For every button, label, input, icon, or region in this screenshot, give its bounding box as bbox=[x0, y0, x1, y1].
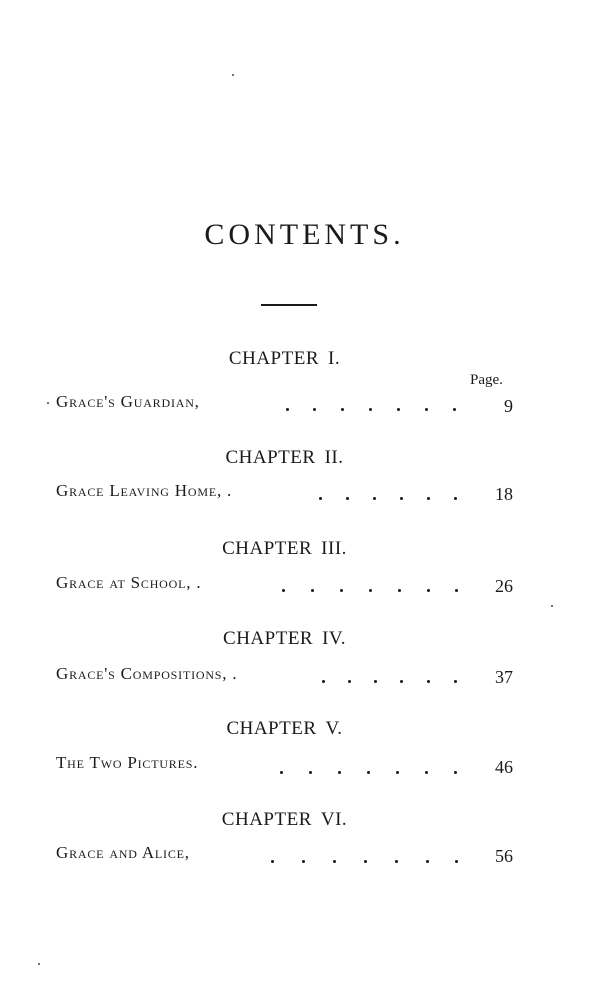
leader-dot bbox=[309, 771, 312, 774]
chapter-word: CHAPTER bbox=[223, 628, 314, 649]
leader-dot bbox=[322, 680, 325, 683]
leader-dot bbox=[427, 497, 430, 500]
paper-speck bbox=[38, 963, 40, 965]
leader-dot bbox=[454, 771, 457, 774]
leader-dot bbox=[280, 771, 283, 774]
leader-dot bbox=[369, 589, 372, 592]
leader-dot bbox=[348, 680, 351, 683]
leader-dot bbox=[396, 771, 399, 774]
leader-dot bbox=[346, 497, 349, 500]
chapter-heading bbox=[0, 348, 569, 370]
leader-dot bbox=[400, 497, 403, 500]
leader-dot bbox=[425, 408, 428, 411]
chapter-heading bbox=[0, 628, 569, 650]
entry-title[interactable]: Grace Leaving Home, . bbox=[56, 481, 233, 500]
chapter-heading bbox=[0, 538, 569, 560]
leader-dot bbox=[369, 408, 372, 411]
leader-dot bbox=[282, 589, 285, 592]
leader-dot bbox=[319, 497, 322, 500]
chapter-word: CHAPTER bbox=[221, 809, 312, 830]
chapter-numeral: IV. bbox=[322, 628, 346, 649]
chapter-heading bbox=[0, 447, 569, 469]
leader-dot bbox=[427, 680, 430, 683]
chapter-word: CHAPTER bbox=[225, 447, 316, 468]
leader-dot bbox=[302, 860, 305, 863]
entry-page-number: 26 bbox=[495, 576, 513, 596]
leader-dot bbox=[400, 680, 403, 683]
entry-title[interactable]: Grace and Alice, bbox=[56, 843, 190, 862]
paper-speck bbox=[47, 402, 49, 404]
chapter-word: CHAPTER bbox=[226, 718, 317, 739]
leader-dot bbox=[341, 408, 344, 411]
leader-dot bbox=[427, 589, 430, 592]
leader-dot bbox=[395, 860, 398, 863]
page-title: CONTENTS. bbox=[204, 218, 405, 251]
entry-title[interactable]: Grace's Guardian, bbox=[56, 392, 200, 411]
entry-title[interactable]: The Two Pictures. bbox=[56, 753, 199, 772]
leader-dot bbox=[367, 771, 370, 774]
entry-title[interactable]: Grace at School, . bbox=[56, 573, 202, 592]
paper-speck bbox=[551, 605, 553, 607]
leader-dot bbox=[286, 408, 289, 411]
paper-speck bbox=[232, 74, 234, 76]
leader-dot bbox=[311, 589, 314, 592]
chapter-numeral: VI. bbox=[320, 809, 348, 830]
leader-dot bbox=[373, 497, 376, 500]
leader-dot bbox=[426, 860, 429, 863]
chapter-word: CHAPTER bbox=[228, 348, 319, 369]
chapter-heading bbox=[0, 809, 569, 831]
chapter-heading bbox=[0, 718, 569, 740]
leader-dot bbox=[453, 408, 456, 411]
leader-dot bbox=[374, 680, 377, 683]
leader-dot bbox=[338, 771, 341, 774]
entry-page-number: 18 bbox=[495, 484, 513, 504]
page-column-label: Page. bbox=[470, 372, 503, 388]
entry-page-number: 37 bbox=[495, 667, 513, 687]
leader-dot bbox=[398, 589, 401, 592]
entry-page-number: 9 bbox=[504, 396, 513, 416]
leader-dot bbox=[364, 860, 367, 863]
leader-dot bbox=[271, 860, 274, 863]
chapter-numeral: V. bbox=[325, 718, 343, 739]
chapter-numeral: II. bbox=[324, 447, 344, 468]
leader-dot bbox=[340, 589, 343, 592]
leader-dot bbox=[455, 860, 458, 863]
leader-dot bbox=[454, 680, 457, 683]
chapter-word: CHAPTER bbox=[222, 538, 313, 559]
leader-dot bbox=[454, 497, 457, 500]
leader-dot bbox=[313, 408, 316, 411]
entry-title[interactable]: Grace's Compositions, . bbox=[56, 664, 238, 683]
leader-dot bbox=[333, 860, 336, 863]
title-rule bbox=[261, 304, 317, 306]
entry-page-number: 46 bbox=[495, 757, 513, 777]
entry-page-number: 56 bbox=[495, 846, 513, 866]
leader-dot bbox=[455, 589, 458, 592]
leader-dot bbox=[397, 408, 400, 411]
chapter-numeral: I. bbox=[328, 348, 341, 369]
leader-dot bbox=[425, 771, 428, 774]
chapter-numeral: III. bbox=[321, 538, 347, 559]
